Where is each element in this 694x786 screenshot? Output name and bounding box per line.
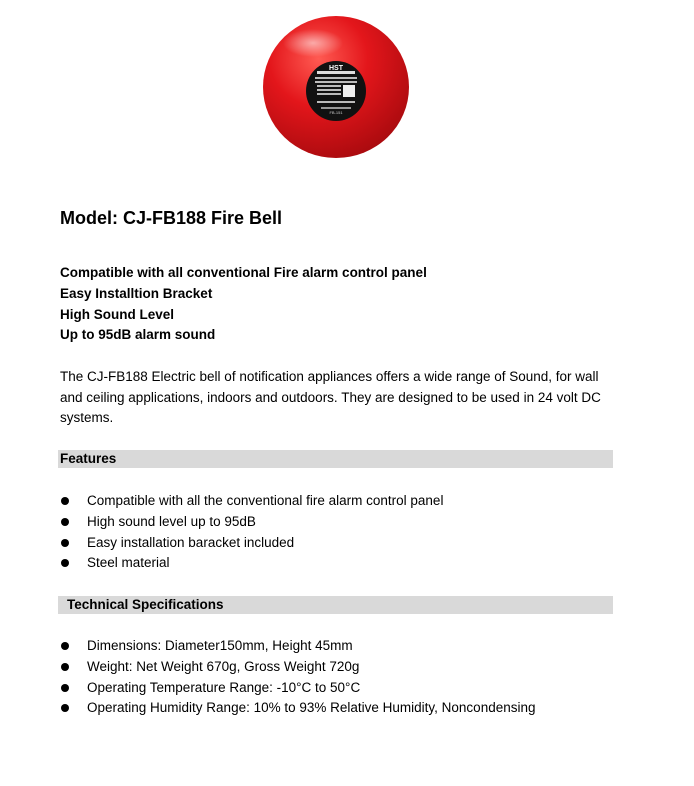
specs-heading: Technical Specifications: [67, 597, 224, 612]
fire-bell-image: [261, 13, 411, 159]
feature-text: Compatible with all the conventional fire alarm control panel: [87, 493, 444, 508]
spec-text: Operating Humidity Range: 10% to 93% Relative Humidity, Noncondensing: [87, 700, 536, 716]
spec-item: [60, 678, 536, 699]
spec-item: [60, 698, 536, 719]
bullet-icon: [61, 539, 69, 547]
bell-badge-brand: HST: [329, 65, 343, 72]
highlight-item: Compatible with all conventional Fire alarm control panel: [60, 265, 427, 280]
features-list: [60, 491, 443, 574]
bullet-icon: [61, 642, 69, 650]
bullet-icon: [61, 497, 69, 505]
highlight-item: High Sound Level: [60, 306, 175, 322]
bullet-icon: [61, 663, 69, 671]
feature-item: [60, 533, 443, 554]
bullet-icon: [61, 704, 69, 712]
spec-text: Operating Temperature Range: -10°C to 50°C: [87, 679, 361, 695]
feature-item: [60, 512, 443, 533]
spec-text: Weight: Net Weight 670g, Gross Weight 720g: [87, 658, 360, 674]
feature-text: Steel material: [87, 555, 170, 571]
page-title: Model: CJ-FB188 Fire Bell: [60, 208, 283, 228]
highlight-item: Up to 95dB alarm sound: [60, 327, 216, 343]
spec-item: [60, 636, 536, 657]
spec-item: [60, 657, 536, 678]
specs-header: [58, 596, 613, 614]
highlight-item: Easy Installtion Bracket: [60, 285, 213, 301]
bell-badge-code: FB-151: [329, 110, 343, 115]
features-header: [58, 450, 613, 468]
highlights-list: [60, 263, 427, 346]
bullet-icon: [61, 518, 69, 526]
bullet-icon: [61, 559, 69, 567]
features-heading: Features: [60, 451, 117, 466]
spec-text: Dimensions: Diameter150mm, Height 45mm: [87, 638, 353, 653]
specs-list: [60, 636, 536, 719]
feature-text: Easy installation baracket included: [87, 534, 295, 550]
feature-text: High sound level up to 95dB: [87, 513, 256, 529]
product-description: The CJ-FB188 Electric bell of notification appliances offers a wide range of Sound, for wall and ceiling applications, indoors and outdoors. They are designed to be used in 24 volt DC systems.: [60, 369, 601, 426]
feature-item: [60, 553, 443, 574]
feature-item: [60, 491, 443, 512]
bullet-icon: [61, 684, 69, 692]
